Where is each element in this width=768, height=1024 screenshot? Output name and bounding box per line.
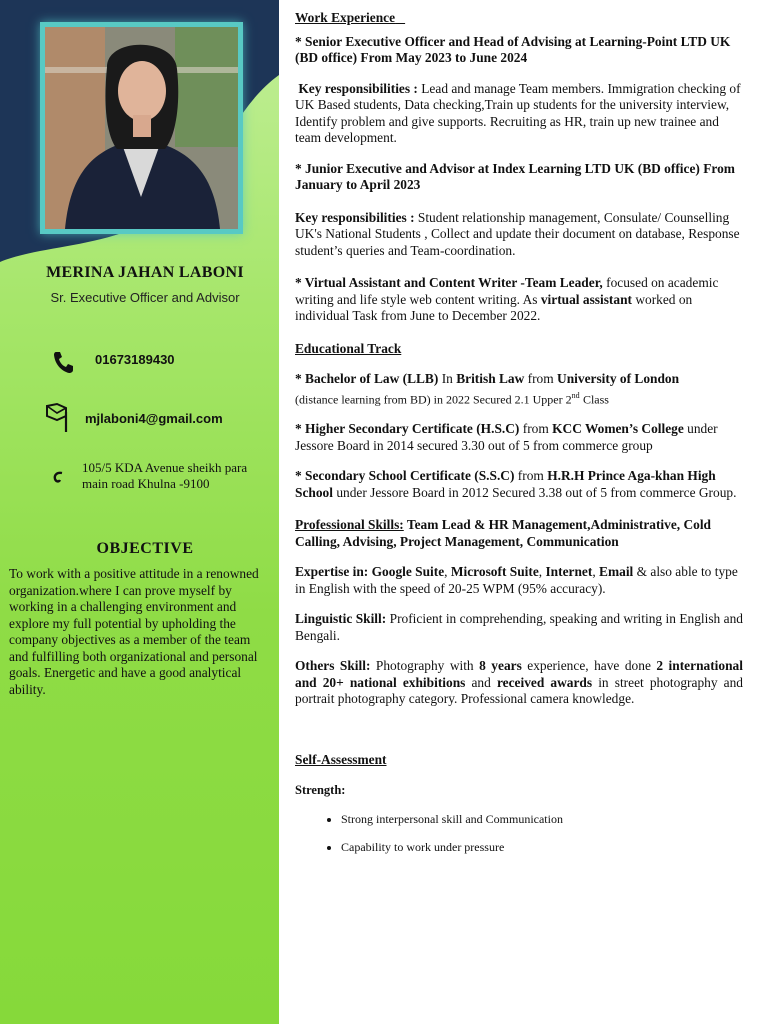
email-icon xyxy=(44,402,70,434)
job-3-text-a: focused on academic writing and life style web content writing. As xyxy=(295,275,719,307)
education-heading: Educational Track xyxy=(295,340,402,356)
expertise-email: Email xyxy=(599,564,634,580)
job-1-resp-label: Key responsibilities : xyxy=(298,80,418,96)
edu-1-detail: (distance learning from BD) in 2022 Secured 2.1 Upper 2 xyxy=(295,391,572,406)
others-c: and xyxy=(471,674,491,690)
education-1 xyxy=(295,371,743,407)
candidate-name: MERINA JAHAN LABONI xyxy=(46,264,244,281)
others-exhibitions: 2 international and 20+ national exhibitions xyxy=(295,658,743,690)
edu-1-university: University of London xyxy=(557,371,680,386)
others-d: in street photography and portrait photography category. Professional camera knowledge. xyxy=(295,674,743,707)
others-skill xyxy=(295,658,743,708)
profile-photo-frame xyxy=(40,22,243,234)
expertise-internet: Internet xyxy=(545,564,593,580)
professional-skills xyxy=(295,517,743,550)
work-experience-heading xyxy=(295,10,743,27)
education-3 xyxy=(295,468,743,501)
others-awards: received awards xyxy=(496,674,593,690)
expertise-label: Expertise in: xyxy=(295,564,369,580)
list-item: • Capability to work under pressure xyxy=(341,839,743,856)
job-3-text-b: worked on individual Task from June to December 2022. xyxy=(295,291,693,323)
prof-skills-label: Professional Skills: xyxy=(295,517,404,533)
expertise-text: & also able to type in English with the speed of 20-25 WPM (95% accuracy). xyxy=(295,564,738,596)
edu-1-from: from xyxy=(527,371,554,386)
edu-1-sup: nd xyxy=(571,390,580,400)
objective-heading: OBJECTIVE xyxy=(96,540,194,557)
job-1-responsibilities xyxy=(295,81,743,147)
address: 105/5 KDA Avenue sheikh para main road Khulna -9100 xyxy=(82,460,248,491)
edu-2-school: KCC Women’s College xyxy=(552,421,684,437)
edu-2-from: from xyxy=(522,421,549,437)
location-icon xyxy=(52,470,66,486)
profile-photo xyxy=(45,27,238,229)
strength-list xyxy=(295,811,743,856)
job-3 xyxy=(295,275,743,325)
self-assessment-heading: Self-Assessment xyxy=(295,751,387,767)
prof-skills-text: Team Lead & HR Management,Administrative, Cold Calling, Advising, Project Management, Communication xyxy=(295,517,712,549)
edu-1-end: Class xyxy=(582,391,609,406)
job-2-title: * Junior Executive and Advisor at Index Learning LTD UK (BD office) From January to April 2023 xyxy=(295,160,735,192)
phone-number[interactable]: 01673189430 xyxy=(95,352,175,367)
others-a: Photography with xyxy=(375,658,474,674)
edu-1-in: In xyxy=(441,371,453,386)
edu-3-from: from xyxy=(517,468,544,484)
edu-1-subject: British Law xyxy=(456,371,525,386)
sidebar xyxy=(0,0,279,1024)
expertise-google: Google Suite xyxy=(371,564,445,580)
candidate-role: Sr. Executive Officer and Advisor xyxy=(50,290,240,305)
job-3-bold: virtual assistant xyxy=(540,291,632,307)
edu-2-degree: * Higher Secondary Certificate (H.S.C) xyxy=(295,421,520,437)
objective-text: To work with a positive attitude in a renowned organization.where I can prove myself by working in a challenging environment and explore my full potential by upholding the company objectives as a member of the team and fulfilling both organizational and personal goals. Energetic and have a good analytical ability. xyxy=(9,566,259,697)
job-3-title: * Virtual Assistant and Content Writer -Team Leader, xyxy=(295,275,603,290)
expertise: Expertise in: Google Suite, Microsoft Suite, Internet, Email & also able to type in English with the speed of 20-25 WPM (95% accuracy). xyxy=(295,564,738,596)
linguistic-label: Linguistic Skill: xyxy=(295,611,387,627)
linguistic-skill xyxy=(295,611,743,644)
others-b: experience, have done xyxy=(527,658,651,674)
main-content xyxy=(295,10,743,868)
others-label: Others Skill: xyxy=(295,658,371,674)
linguistic-text: Proficient in comprehending, speaking and writing in English and Bengali. xyxy=(295,611,743,643)
job-2-resp-label: Key responsibilities : xyxy=(295,209,415,225)
phone-icon xyxy=(52,350,74,374)
edu-3-detail: under Jessore Board in 2012 Secured 3.38 out of 5 from commerce Group. xyxy=(336,484,737,500)
edu-3-degree: * Secondary School Certificate (S.S.C) xyxy=(295,468,515,484)
edu-2-detail: under Jessore Board in 2014 secured 3.30 out of 5 from commerce group xyxy=(295,421,718,453)
email-address[interactable]: mjlaboni4@gmail.com xyxy=(85,411,223,426)
list-item: • Strong interpersonal skill and Communication xyxy=(341,811,743,828)
edu-1-degree: * Bachelor of Law (LLB) xyxy=(295,371,439,386)
job-2-resp-text: Student relationship management, Consulate/ Counselling UK's National Students , Collect and update their document on database, Response student’s queries and Team-coordination. xyxy=(295,209,740,258)
strength-label: Strength: xyxy=(295,783,346,798)
job-1-resp-text: Lead and manage Team members. Immigration checking of UK Based students, Data checking,Train up students for the university interview, Identify problem and give supports. Recruiting as HR, train up new trainee and team development. xyxy=(295,80,741,145)
education-2 xyxy=(295,421,743,454)
others-years: 8 years xyxy=(479,658,522,674)
job-1-title: * Senior Executive Officer and Head of Advising at Learning-Point LTD UK (BD office) From May 2023 to June 2024 xyxy=(295,33,731,65)
edu-3-school: H.R.H Prince Aga-khan High School xyxy=(295,468,716,500)
job-2-responsibilities xyxy=(295,210,743,260)
work-heading-text: Work Experience xyxy=(295,10,396,25)
expertise-ms: Microsoft Suite xyxy=(450,564,539,580)
